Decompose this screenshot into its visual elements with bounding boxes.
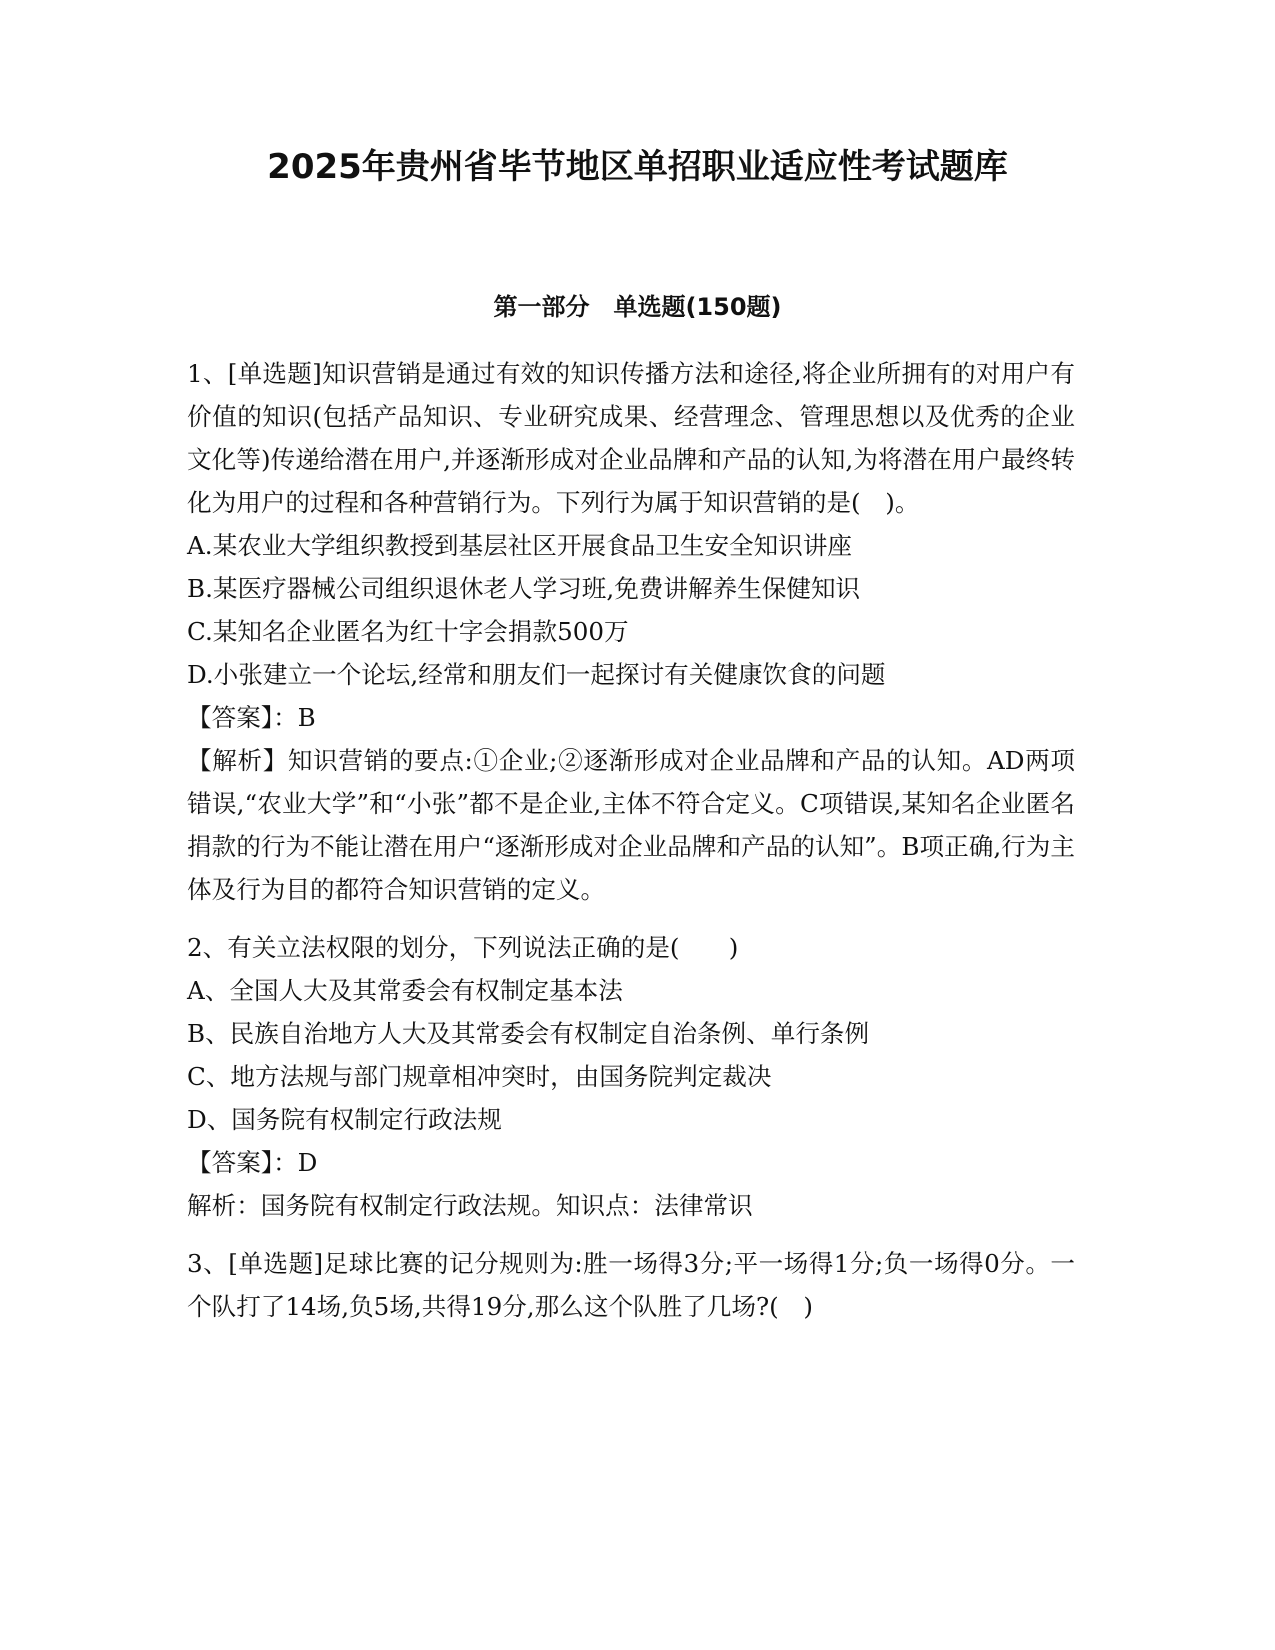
section-title: 第一部分 单选题(150题) — [493, 293, 782, 321]
analysis-text: 解析：国务院有权制定行政法规。知识点：法律常识 — [187, 1191, 753, 1220]
answer-line: 【答案】：D — [187, 1148, 318, 1177]
option-c: C.某知名企业匿名为红十字会捐款500万 — [187, 617, 629, 646]
option-d: D、国务院有权制定行政法规 — [187, 1105, 502, 1134]
option-c: C、地方法规与部门规章相冲突时，由国务院判定裁决 — [187, 1062, 772, 1091]
question-2 — [187, 926, 1075, 1227]
question-3 — [187, 1242, 1075, 1328]
question-stem: 1、[单选题]知识营销是通过有效的知识传播方法和途径,将企业所拥有的对用户有价值的知识(包括产品知识、专业研究成果、经营理念、管理思想以及优秀的企业文化等)传递给潜在用户,并逐渐形成对企业品牌和产品的认知,为将潜在用户最终转化为用户的过程和各种营销行为。下列行为属于知识营销的是( )。 — [187, 359, 1075, 517]
option-b: B.某医疗器械公司组织退休老人学习班,免费讲解养生保健知识 — [187, 574, 861, 603]
option-a: A.某农业大学组织教授到基层社区开展食品卫生安全知识讲座 — [187, 531, 853, 560]
question-list — [187, 352, 1075, 1343]
option-a: A、全国人大及其常委会有权制定基本法 — [187, 976, 623, 1005]
question-stem: 2、有关立法权限的划分，下列说法正确的是( ) — [187, 933, 739, 962]
analysis-text: 【解析】知识营销的要点:①企业;②逐渐形成对企业品牌和产品的认知。AD两项错误,“农业大学”和“小张”都不是企业,主体不符合定义。C项错误,某知名企业匿名捐款的行为不能让潜在用户“逐渐形成对企业品牌和产品的认知”。B项正确,行为主体及行为目的都符合知识营销的定义。 — [187, 746, 1075, 904]
answer-line: 【答案】：B — [187, 703, 316, 732]
option-b: B、民族自治地方人大及其常委会有权制定自治条例、单行条例 — [187, 1019, 870, 1048]
document-title: 2025年贵州省毕节地区单招职业适应性考试题库 — [267, 147, 1008, 187]
question-1 — [187, 352, 1075, 911]
option-d: D.小张建立一个论坛,经常和朋友们一起探讨有关健康饮食的问题 — [187, 660, 886, 689]
question-stem: 3、[单选题]足球比赛的记分规则为:胜一场得3分;平一场得1分;负一场得0分。一个队打了14场,负5场,共得19分,那么这个队胜了几场?( ) — [187, 1249, 1075, 1321]
